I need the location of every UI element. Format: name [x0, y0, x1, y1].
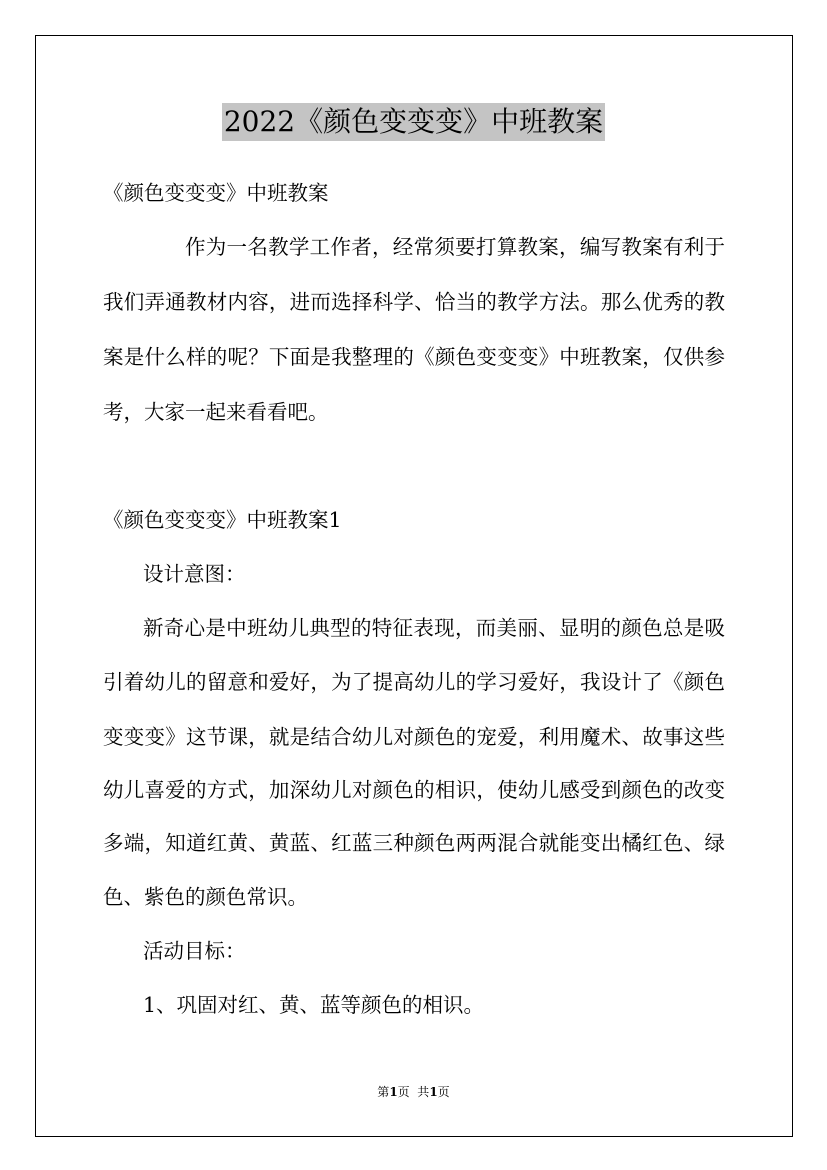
goals-label: 活动目标：	[143, 939, 246, 963]
footer-suffix: 页	[437, 1085, 450, 1099]
footer-page-number: 1	[389, 1085, 398, 1099]
design-line: 多端，知道红黄、黄蓝、红蓝三种颜色两两混合就能变出橘红色、绿	[103, 831, 725, 855]
intro-line: 作为一名教学工作者，经常须要打算教案，编写教案有利于	[185, 235, 725, 259]
design-line: 变变变》这节课，就是结合幼儿对颜色的宠爱，利用魔术、故事这些	[103, 725, 725, 749]
intro-line: 我们弄通教材内容，进而选择科学、恰当的教学方法。那么优秀的教	[103, 290, 725, 314]
footer-prefix: 第	[377, 1085, 390, 1099]
document-title: 2022《颜色变变变》中班教案	[222, 103, 605, 141]
goal-item: 1、巩固对红、黄、蓝等颜色的相识。	[143, 993, 485, 1017]
footer-middle: 页 共	[397, 1085, 430, 1099]
intro-line: 考，大家一起来看看吧。	[103, 400, 329, 424]
design-line: 色、紫色的颜色常识。	[103, 885, 308, 909]
page-footer	[0, 1084, 827, 1100]
title-container	[0, 103, 827, 141]
design-line: 新奇心是中班幼儿典型的特征表现，而美丽、显明的颜色总是吸	[143, 616, 725, 640]
intro-line: 案是什么样的呢？下面是我整理的《颜色变变变》中班教案，仅供参	[103, 345, 725, 369]
design-line: 幼儿喜爱的方式，加深幼儿对颜色的相识，使幼儿感受到颜色的改变	[103, 778, 725, 802]
document-subtitle: 《颜色变变变》中班教案	[103, 181, 329, 205]
footer-total-pages: 1	[429, 1085, 438, 1099]
design-label: 设计意图：	[143, 562, 246, 586]
design-line: 引着幼儿的留意和爱好，为了提高幼儿的学习爱好，我设计了《颜色	[103, 670, 725, 694]
section-heading: 《颜色变变变》中班教案1	[103, 508, 342, 532]
